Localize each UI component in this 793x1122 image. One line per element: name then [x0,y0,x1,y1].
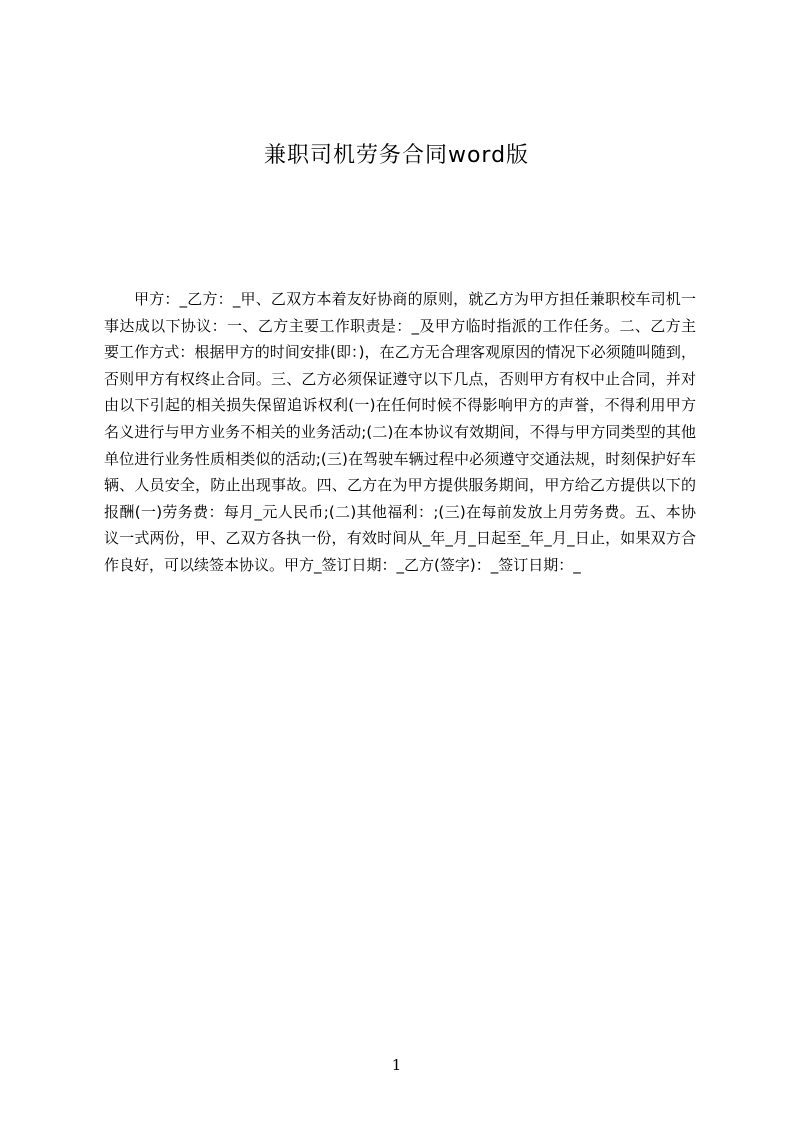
contract-body-paragraph: 甲方：_乙方：_甲、乙双方本着友好协商的原则，就乙方为甲方担任兼职校车司机一事达成以下协议：一、乙方主要工作职责是：_及甲方临时指派的工作任务。二、乙方主要工作方式：根据甲方的时间安排(即：)，在乙方无合理客观原因的情况下必须随叫随到，否则甲方有权终止合同。三、乙方必须保证遵守以下几点，否则甲方有权中止合同，并对由以下引起的相关损失保留追诉权利(一)在任何时候不得影响甲方的声誉，不得利用甲方名义进行与甲方业务不相关的业务活动;(二)在本协议有效期间，不得与甲方同类型的其他单位进行业务性质相类似的活动;(三)在驾驶车辆过程中必须遵守交通法规，时刻保护好车辆、人员安全，防止出现事故。四、乙方在为甲方提供服务期间，甲方给乙方提供以下的报酬(一)劳务费：每月_元人民币;(二)其他福利：;(三)在每前发放上月劳务费。五、本协议一式两份，甲、乙双方各执一份，有效时间从_年_月_日起至_年_月_日止，如果双方合作良好，可以续签本协议。甲方_签订日期：_乙方(签字)：_签订日期：_ [104,290,696,574]
page-number: 1 [391,1056,402,1074]
document-title: 兼职司机劳务合同word版 [263,143,530,168]
